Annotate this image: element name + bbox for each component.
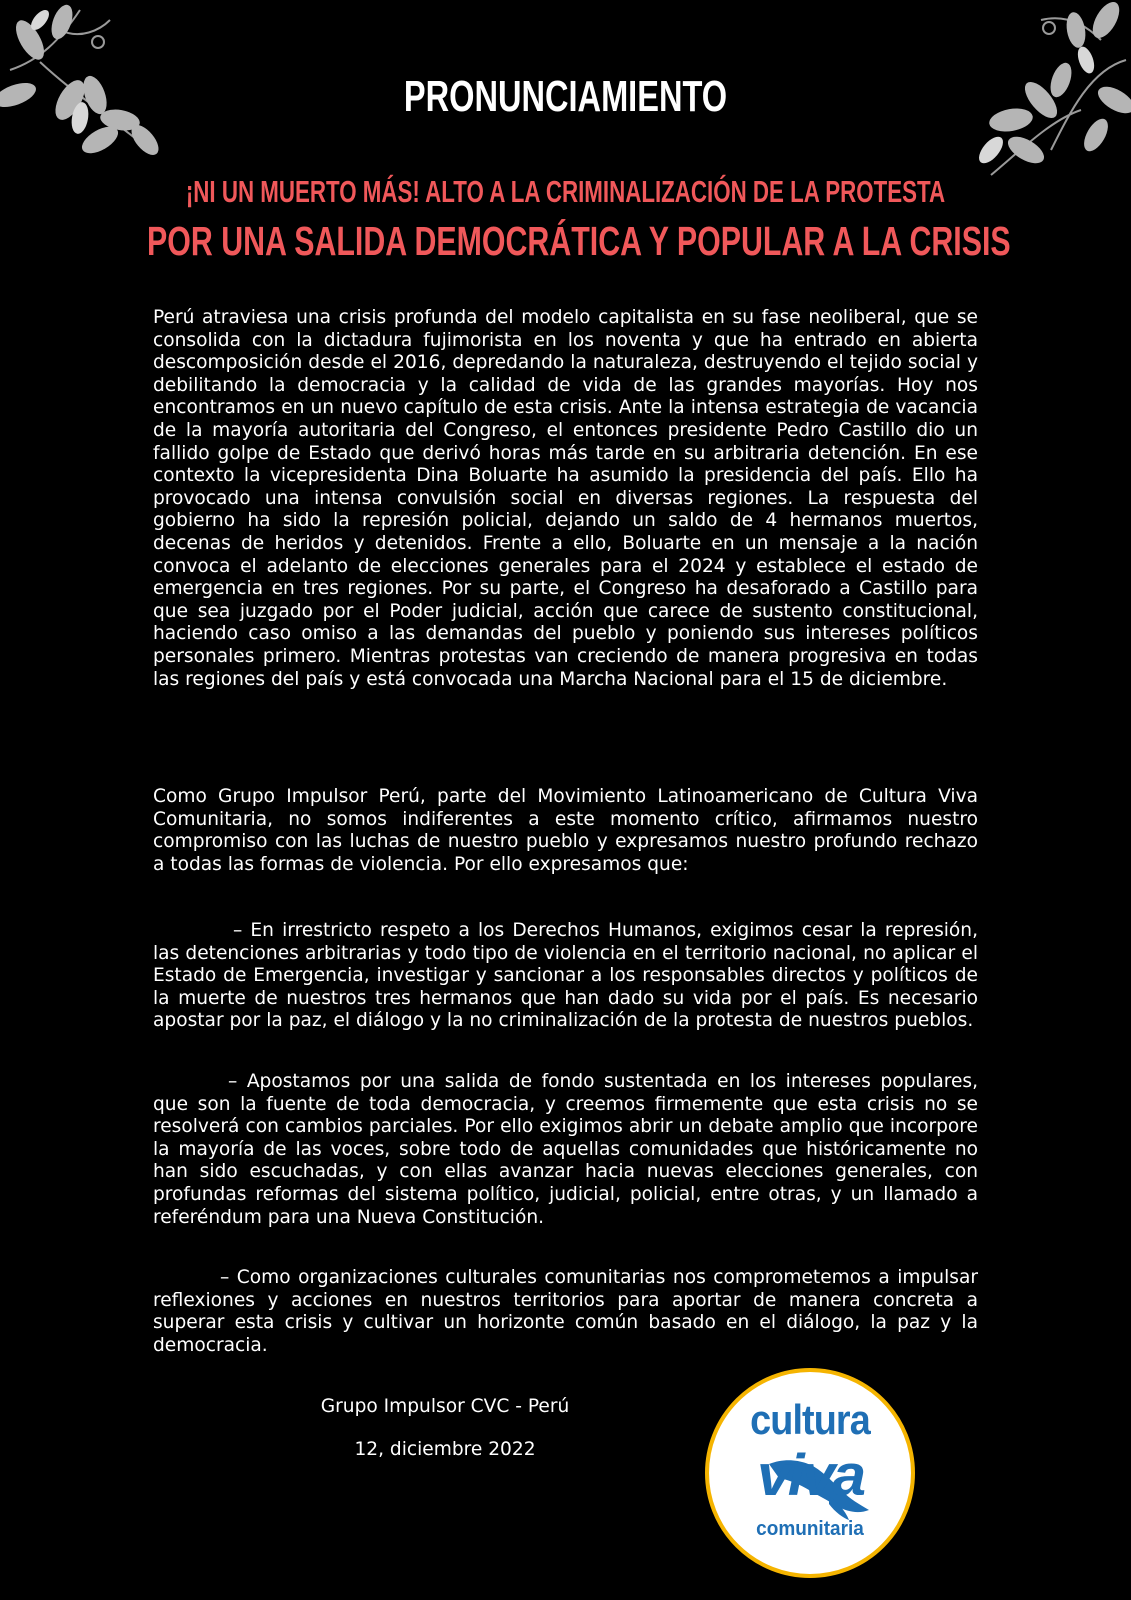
paragraph-position: Como Grupo Impulsor Perú, parte del Movimiento Latinoamericano de Cultura Viva Comunitaria, no somos indiferentes a este momento crítico, afirmamos nuestro compromiso con las luchas de nuestro pueblo y expresamos nuestro profundo rechazo a todas las formas de violencia. Por ello expresamos que: xyxy=(153,786,978,875)
page-title: PRONUNCIAMIENTO xyxy=(403,72,728,121)
logo-word-viva: viva xyxy=(757,1443,863,1508)
subtitle-demand: POR UNA SALIDA DEMOCRÁTICA Y POPULAR A LA CRISIS xyxy=(147,218,1011,264)
signature-date: 12, diciembre 2022 xyxy=(354,1439,536,1460)
logo-word-comunitaria: comunitaria xyxy=(756,1518,864,1540)
paragraph-point-commitment: – Como organizaciones culturales comunitarias nos comprometemos a impulsar reflexiones y acciones en nuestros territorios para aportar de manera concreta a superar esta crisis y cultivar un horizonte común basado en el diálogo, la paz y la democracia. xyxy=(153,1267,978,1356)
paragraph-context: Perú atraviesa una crisis profunda del modelo capitalista en su fase neoliberal, que se consolida con la dictadura fujimorista en los noventa y que ha entrado en abierta descomposición desde el 2016, depredando la naturaleza, destruyendo el tejido social y debilitando la democracia y la calidad de vida de las grandes mayorías. Hoy nos encontramos en un nuevo capítulo de esta crisis. Ante la intensa estrategia de vacancia de la mayoría autoritaria del Congreso, el entonces presidente Pedro Castillo dio un fallido golpe de Estado que derivó horas más tarde en su arbitraria detención. En ese contexto la vicepresidenta Dina Boluarte ha asumido la presidencia del país. Ello ha provocado una intensa convulsión social en diversas regiones. La respuesta del gobierno ha sido la represión policial, dejando un saldo de 4 hermanos muertos, decenas de heridos y detenidos. Frente a ello, Boluarte en un mensaje a la nación convoca el adelanto de elecciones generales para el 2024 y establece el estado de emergencia en tres regiones. Por su parte, el Congreso ha desaforado a Castillo para que sea juzgado por el Poder judicial, acción que carece de sustento constitucional, haciendo caso omiso a las demandas del pueblo y poniendo sus intereses políticos personales primero. Mientras protestas van creciendo de manera progresiva en todas las regiones del país y está convocada una Marcha Nacional para el 15 de diciembre. xyxy=(153,307,978,690)
logo-word-cultura: cultura xyxy=(750,1396,870,1443)
signature-organization: Grupo Impulsor CVC - Perú xyxy=(320,1396,570,1417)
paragraph-point-human-rights: – En irrestricto respeto a los Derechos Humanos, exigimos cesar la represión, las detenciones arbitrarias y todo tipo de violencia en el territorio nacional, no aplicar el Estado de Emergencia, investigar y sancionar a los responsables directos y políticos de la muerte de nuestros tres hermanos que han dado su vida por el país. Es necesario apostar por la paz, el diálogo y la no criminalización de la protesta de nuestros pueblos. xyxy=(153,920,978,1032)
cultura-viva-logo xyxy=(705,1368,915,1578)
paragraph-point-democratic-exit: – Apostamos por una salida de fondo sustentada en los intereses populares, que son la fuente de toda democracia, y creemos firmemente que esta crisis no se resolverá con cambios parciales. Por ello exigimos abrir un debate amplio que incorpore la mayoría de las voces, sobre todo de aquellas comunidades que históricamente no han sido escuchadas, y con ellas avanzar hacia nuevas elecciones generales, con profundas reformas del sistema político, judicial, policial, entre otras, y un llamado a referéndum para una Nueva Constitución. xyxy=(153,1071,978,1228)
subtitle-slogan: ¡NI UN MUERTO MÁS! ALTO A LA CRIMINALIZACIÓN DE LA PROTESTA xyxy=(185,174,946,209)
